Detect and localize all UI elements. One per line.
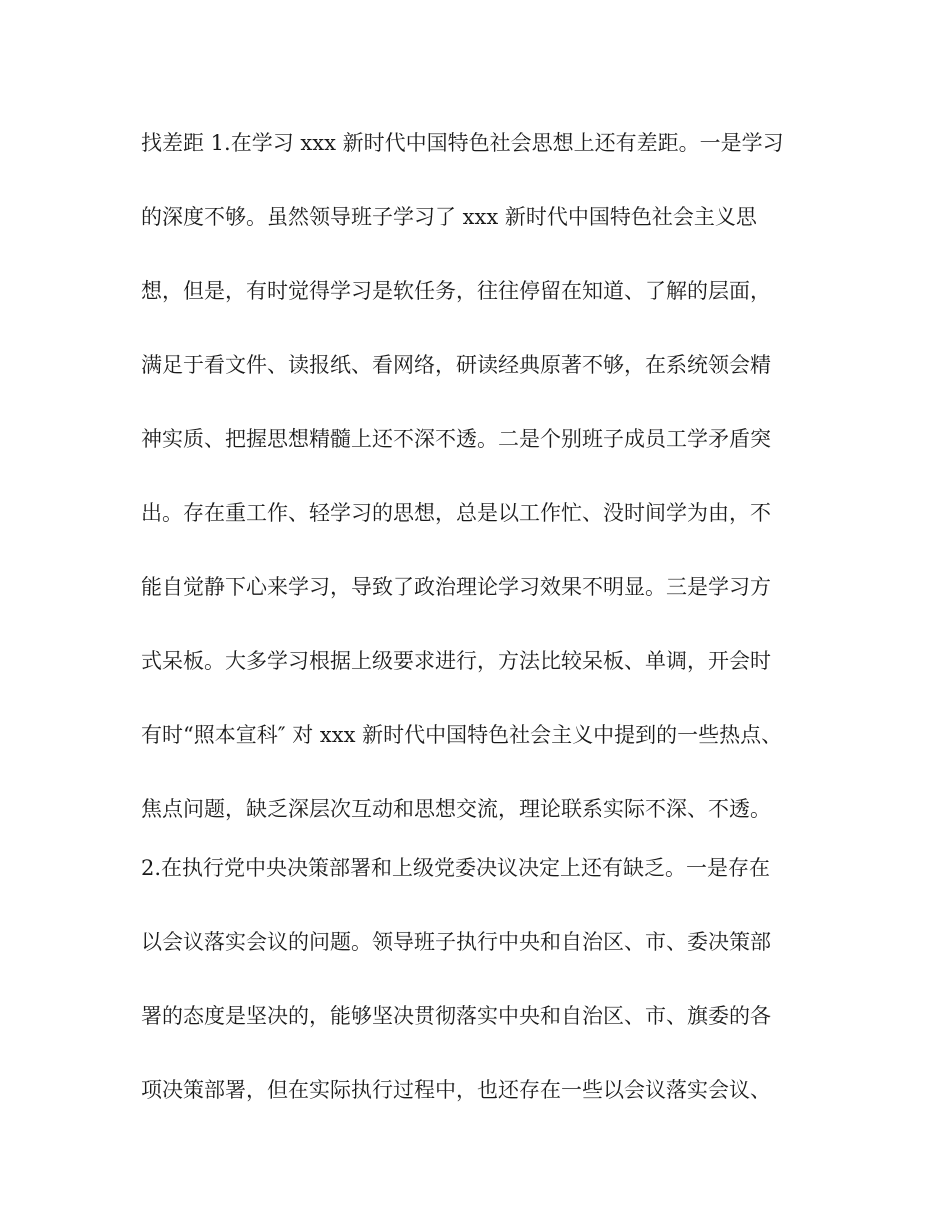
text-line: 以会议落实会议的问题。领导班子执行中央和自治区、市、委决策部 bbox=[141, 930, 771, 954]
text-line: 的深度不够。虽然领导班子学习了 xxx 新时代中国特色社会主义思 bbox=[141, 205, 757, 229]
text-line: 神实质、把握思想精髓上还不深不透。二是个别班子成员工学矛盾突 bbox=[141, 427, 771, 451]
text-line: 找差距 1.在学习 xxx 新时代中国特色社会思想上还有差距。一是学习 bbox=[141, 131, 784, 155]
text-line: 式呆板。大多学习根据上级要求进行，方法比较呆板、单调，开会时 bbox=[141, 649, 771, 673]
text-line: 有时“照本宣科″ 对 xxx 新时代中国特色社会主义中提到的一些热点、 bbox=[141, 723, 783, 747]
text-line: 署的态度是坚决的，能够坚决贯彻落实中央和自治区、市、旗委的各 bbox=[141, 1004, 771, 1028]
text-line: 项决策部署，但在实际执行过程中，也还存在一些以会议落实会议、 bbox=[141, 1078, 771, 1102]
text-line: 想，但是，有时觉得学习是软任务，往往停留在知道、了解的层面， bbox=[141, 279, 771, 303]
text-line: 2.在执行党中央决策部署和上级党委决议决定上还有缺乏。一是存在 bbox=[141, 856, 771, 880]
text-line: 能自觉静下心来学习，导致了政治理论学习效果不明显。三是学习方 bbox=[141, 575, 771, 599]
text-line: 满足于看文件、读报纸、看网络，研读经典原著不够，在系统领会精 bbox=[141, 353, 771, 377]
text-line: 焦点问题，缺乏深层次互动和思想交流，理论联系实际不深、不透。 bbox=[141, 797, 771, 821]
text-line: 出。存在重工作、轻学习的思想，总是以工作忙、没时间学为由，不 bbox=[141, 501, 771, 525]
